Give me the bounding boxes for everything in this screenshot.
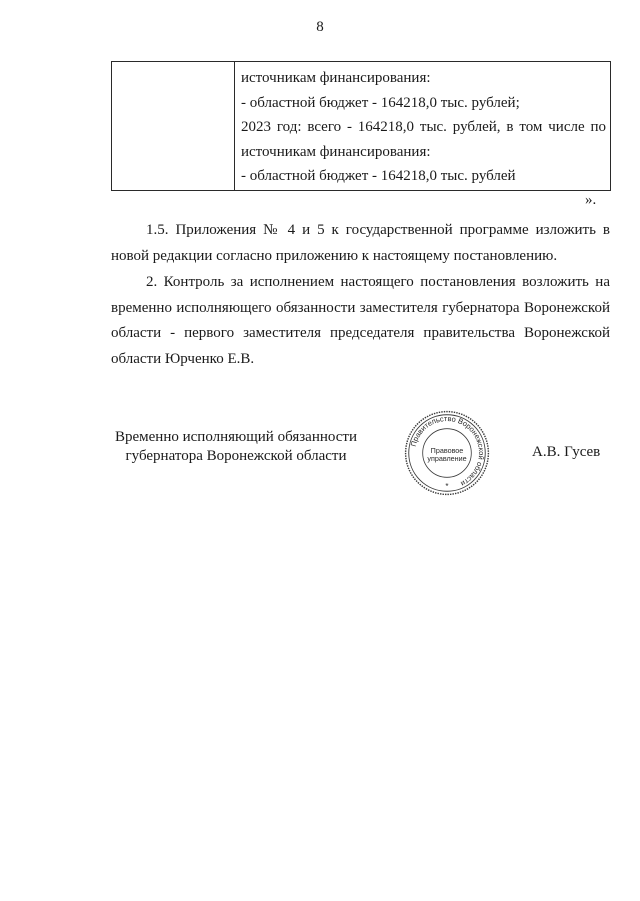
official-seal	[402, 408, 492, 498]
table-cell-funding	[241, 66, 606, 189]
paragraph-control	[111, 270, 610, 372]
paragraph-line: 2. Контроль за исполнением настоящего постановления возложить на	[146, 274, 610, 290]
paragraph-line: новой редакции согласно приложению к настоящему постановлению.	[111, 247, 558, 264]
table-column-divider	[234, 62, 235, 190]
seal-ring-text: Правительство Воронежской области	[408, 414, 486, 489]
table-line: источникам финансирования:	[241, 70, 431, 86]
signatory-title	[111, 428, 361, 466]
table-line: источникам финансирования:	[241, 143, 431, 160]
paragraph-line: временно исполняющего обязанности заместителя губернатора Воронежской	[111, 299, 610, 316]
paragraph-appendices	[111, 218, 610, 269]
signatory-name: А.В. Гусев	[532, 444, 601, 460]
closing-quote: ».	[585, 192, 597, 208]
table-line: - областной бюджет - 164218,0 тыс. рублей;	[241, 94, 520, 111]
paragraph-line: области Юрченко Е.В.	[111, 350, 255, 367]
paragraph-line: 1.5. Приложения № 4 и 5 к государственной программе изложить в	[146, 222, 610, 238]
seal-center-line: Правовое	[430, 446, 464, 455]
page-number: 8	[316, 19, 324, 35]
table-line: 2023 год: всего - 164218,0 тыс. рублей, в том числе по	[241, 119, 606, 136]
seal-center-line: управление	[427, 454, 467, 464]
budget-table	[111, 61, 611, 191]
paragraph-line: области - первого заместителя председателя правительства Воронежской	[111, 325, 610, 342]
signatory-title-line: Временно исполняющий обязанности	[114, 429, 357, 445]
seal-star-mark: *	[445, 482, 449, 491]
signatory-title-line: губернатора Воронежской области	[125, 448, 347, 464]
table-line: - областной бюджет - 164218,0 тыс. рублей	[241, 168, 516, 185]
